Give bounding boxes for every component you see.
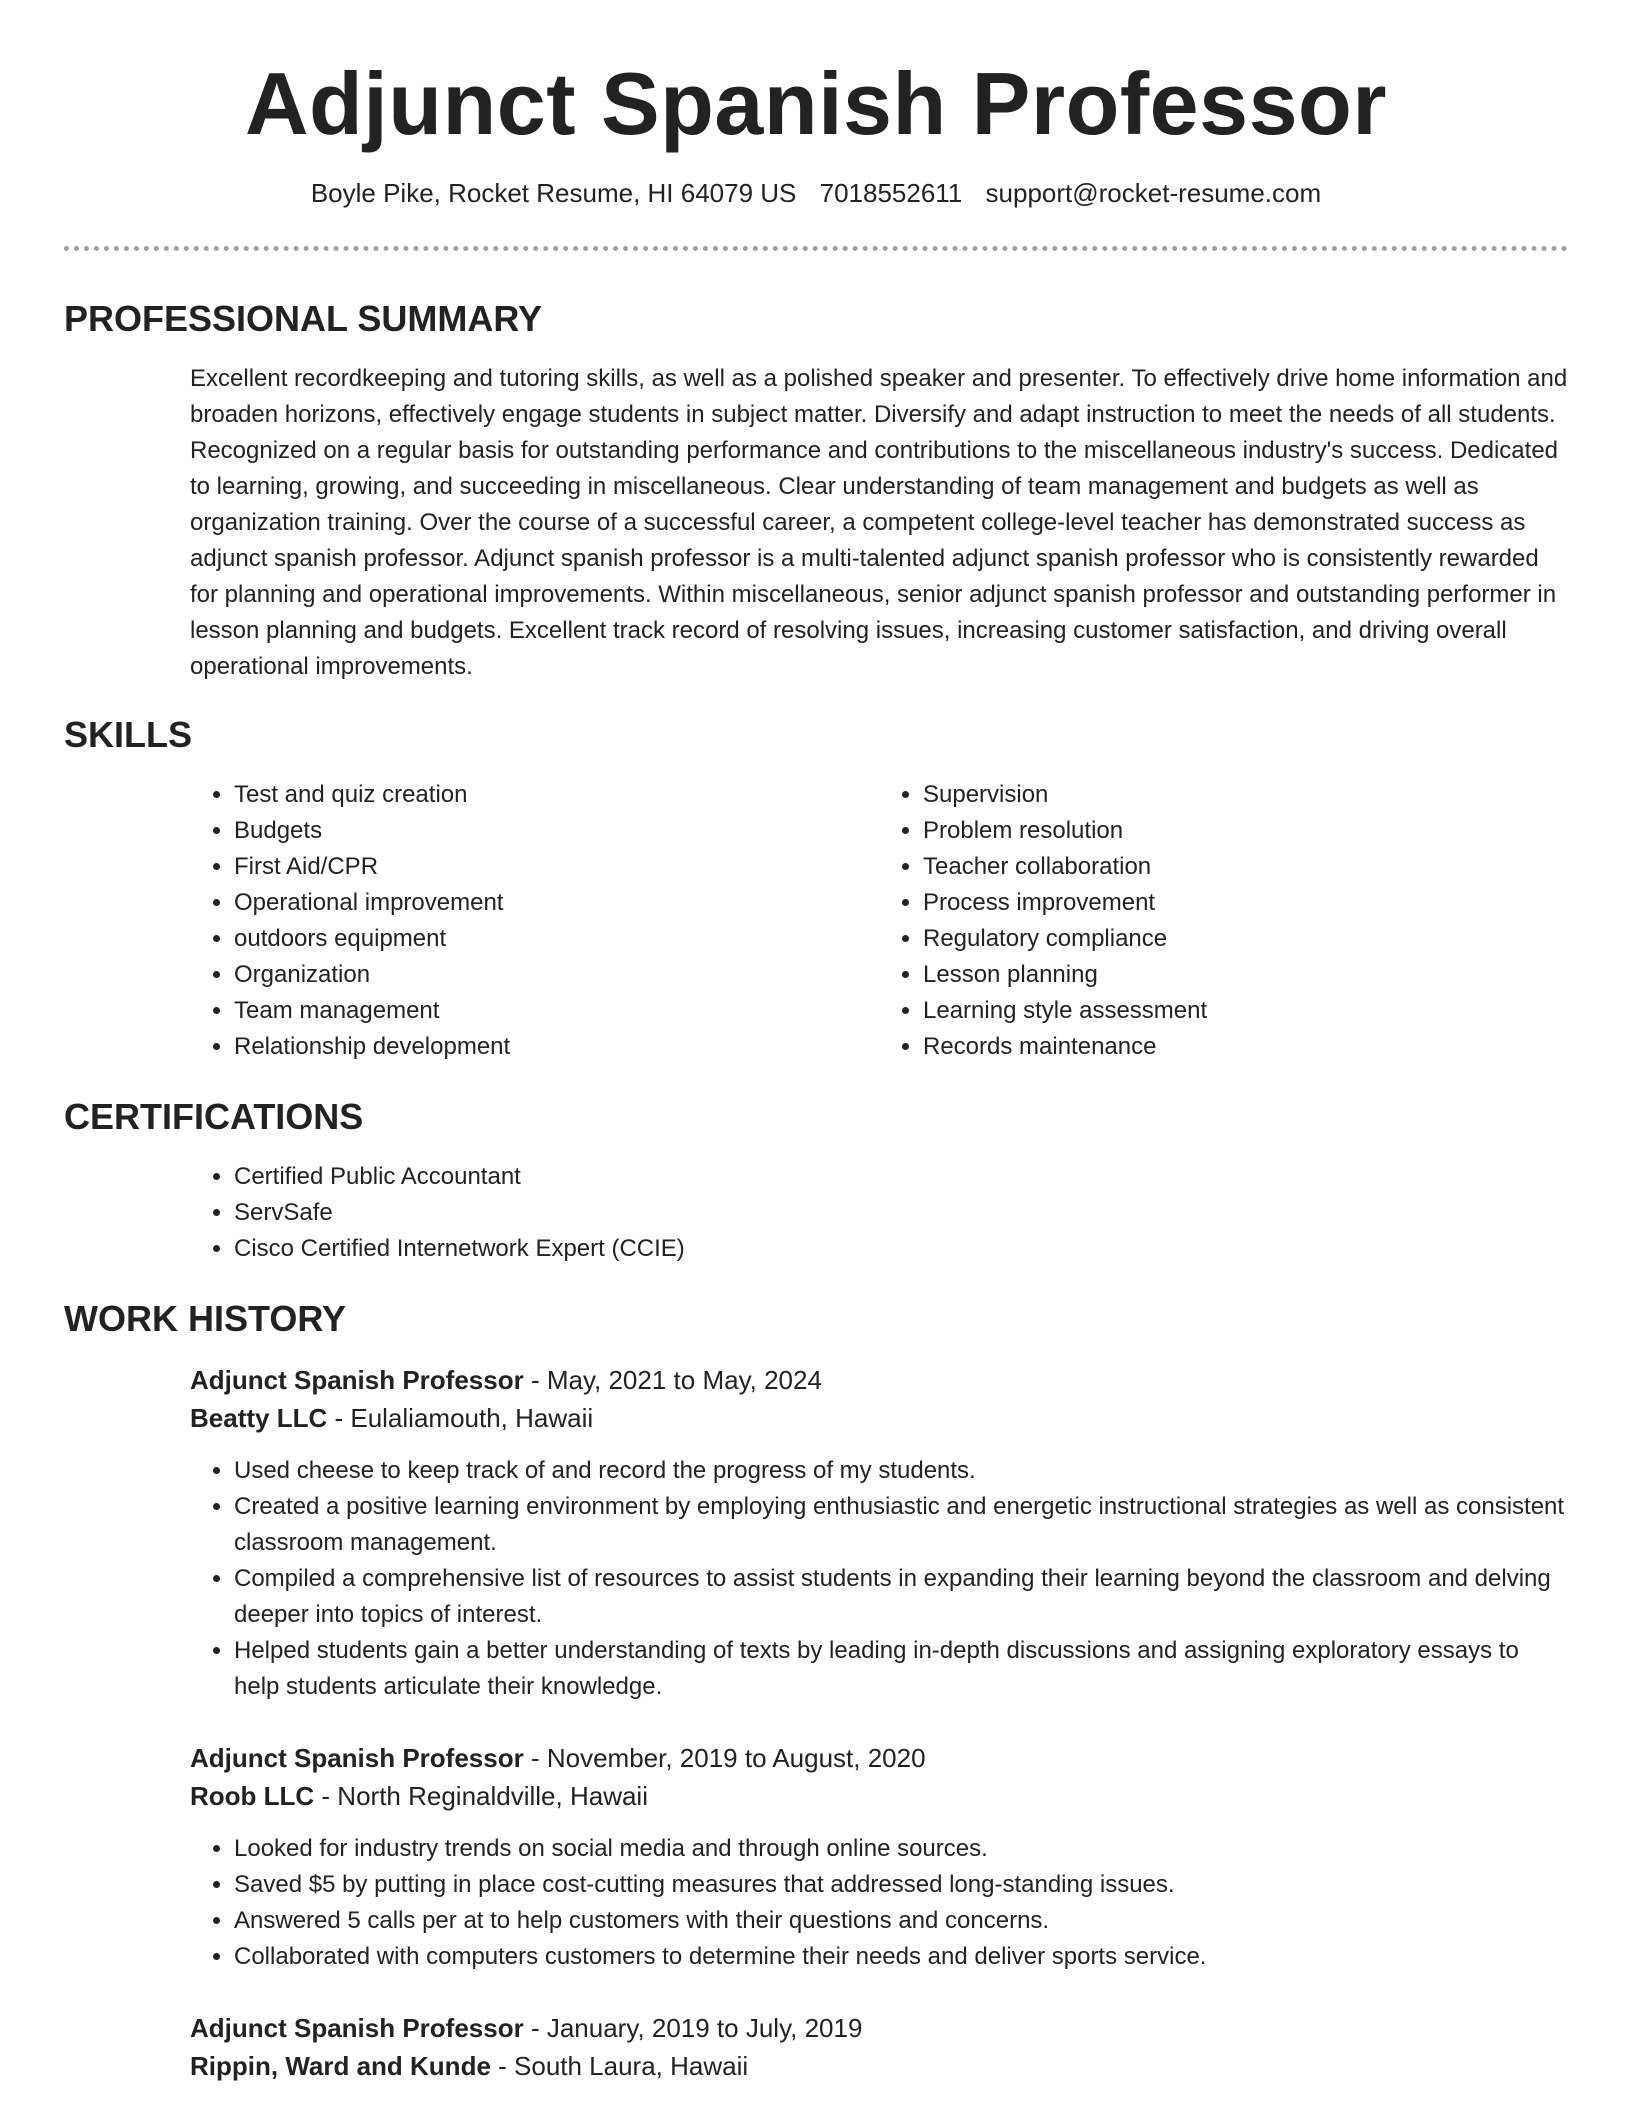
skill-item: • Process improvement xyxy=(923,885,1568,921)
job-entry xyxy=(190,2009,1568,2085)
certification-item: • ServSafe xyxy=(234,1195,1568,1231)
job-dates: - January, 2019 to July, 2019 xyxy=(523,2013,863,2043)
certification-item: • Cisco Certified Internetwork Expert (CCIE) xyxy=(234,1231,1568,1267)
job-title-line xyxy=(190,2009,1568,2047)
job-bullet: • Looked for industry trends on social media and through online sources. xyxy=(234,1831,1568,1867)
skill-item: • Regulatory compliance xyxy=(923,921,1568,957)
certifications-list xyxy=(190,1159,1568,1267)
contact-phone: 7018552611 xyxy=(819,178,963,208)
job-bullet: • Collaborated with computers customers to determine their needs and deliver sports service. xyxy=(234,1939,1568,1975)
resume-header xyxy=(64,0,1568,210)
summary-body xyxy=(190,361,1568,685)
skill-item: • First Aid/CPR xyxy=(234,849,879,885)
job-bullet: • Used cheese to keep track of and record the progress of my students. xyxy=(234,1453,1568,1489)
skills-section xyxy=(64,713,1568,1065)
skill-item: • Problem resolution xyxy=(923,813,1568,849)
job-role: Adjunct Spanish Professor xyxy=(190,2013,524,2043)
skill-item: • Learning style assessment xyxy=(923,993,1568,1029)
job-bullet: • Helped students gain a better understanding of texts by leading in-depth discussions and assigning exploratory essays to help students articulate their knowledge. xyxy=(234,1633,1568,1705)
job-location: - Eulaliamouth, Hawaii xyxy=(327,1403,594,1433)
job-bullet: • Created a positive learning environment by employing enthusiastic and energetic instructional strategies as well as consistent classroom management. xyxy=(234,1489,1568,1561)
contact-email: support@rocket-resume.com xyxy=(985,178,1322,208)
job-role: Adjunct Spanish Professor xyxy=(190,1365,524,1395)
work-history-body xyxy=(190,1361,1568,2085)
job-company-line xyxy=(190,2047,1568,2085)
contact-line xyxy=(64,176,1568,210)
page-title: Adjunct Spanish Professor xyxy=(244,54,1388,153)
skills-list-left xyxy=(190,777,879,1065)
skill-item: • Records maintenance xyxy=(923,1029,1568,1065)
skill-item: • Relationship development xyxy=(234,1029,879,1065)
work-history-section xyxy=(64,1297,1568,2085)
certification-item: • Certified Public Accountant xyxy=(234,1159,1568,1195)
job-company: Beatty LLC xyxy=(190,1403,328,1433)
job-role: Adjunct Spanish Professor xyxy=(190,1743,524,1773)
certifications-body xyxy=(190,1159,1568,1267)
skill-item: • Lesson planning xyxy=(923,957,1568,993)
job-location: - North Reginaldville, Hawaii xyxy=(314,1781,648,1811)
job-company: Roob LLC xyxy=(190,1781,315,1811)
job-entry xyxy=(190,1739,1568,1975)
skills-grid xyxy=(190,777,1568,1065)
job-dates: - May, 2021 to May, 2024 xyxy=(523,1365,822,1395)
certifications-section xyxy=(64,1095,1568,1267)
skill-item: • Budgets xyxy=(234,813,879,849)
header-divider xyxy=(64,246,1568,251)
work-history-heading: WORK HISTORY xyxy=(64,1298,347,1339)
skill-item: • Organization xyxy=(234,957,879,993)
job-company-line xyxy=(190,1777,1568,1815)
job-bullet: • Compiled a comprehensive list of resources to assist students in expanding their learning beyond the classroom and delving deeper into topics of interest. xyxy=(234,1561,1568,1633)
job-dates: - November, 2019 to August, 2020 xyxy=(523,1743,926,1773)
skill-item: • outdoors equipment xyxy=(234,921,879,957)
summary-section xyxy=(64,297,1568,685)
job-bullet: • Answered 5 calls per at to help customers with their questions and concerns. xyxy=(234,1903,1568,1939)
summary-heading: PROFESSIONAL SUMMARY xyxy=(64,298,543,339)
skill-item: • Test and quiz creation xyxy=(234,777,879,813)
certifications-heading: CERTIFICATIONS xyxy=(64,1096,364,1137)
skills-heading: SKILLS xyxy=(64,714,193,755)
contact-address: Boyle Pike, Rocket Resume, HI 64079 US xyxy=(310,178,797,208)
skills-list-right xyxy=(879,777,1568,1065)
skill-item: • Operational improvement xyxy=(234,885,879,921)
job-location: - South Laura, Hawaii xyxy=(490,2051,749,2081)
job-entry xyxy=(190,1361,1568,1705)
job-company: Rippin, Ward and Kunde xyxy=(190,2051,491,2081)
summary-text: Excellent recordkeeping and tutoring skills, as well as a polished speaker and presenter. To effectively drive home information and broaden horizons, effectively engage students in subject matter. Diversify and adapt instruction to meet the needs of all students. Recognized on a regular basis for outstanding performance and contributions to the miscellaneous industry's success. Dedicated to learning, growing, and succeeding in miscellaneous. Clear understanding of team management and budgets as well as organization training. Over the course of a successful career, a competent college-level teacher has demonstrated success as adjunct spanish professor. Adjunct spanish professor is a multi-talented adjunct spanish professor who is consistently rewarded for planning and operational improvements. Within miscellaneous, senior adjunct spanish professor and outstanding performer in lesson planning and budgets. Excellent track record of resolving issues, increasing customer satisfaction, and driving overall operational improvements. xyxy=(190,365,1568,680)
job-bullet: • Saved $5 by putting in place cost-cutting measures that addressed long-standing issues. xyxy=(234,1867,1568,1903)
skill-item: • Team management xyxy=(234,993,879,1029)
job-title-line xyxy=(190,1739,1568,1777)
skill-item: • Supervision xyxy=(923,777,1568,813)
job-company-line xyxy=(190,1399,1568,1437)
skill-item: • Teacher collaboration xyxy=(923,849,1568,885)
job-title-line xyxy=(190,1361,1568,1399)
job-bullets xyxy=(190,1831,1568,1975)
job-bullets xyxy=(190,1453,1568,1705)
